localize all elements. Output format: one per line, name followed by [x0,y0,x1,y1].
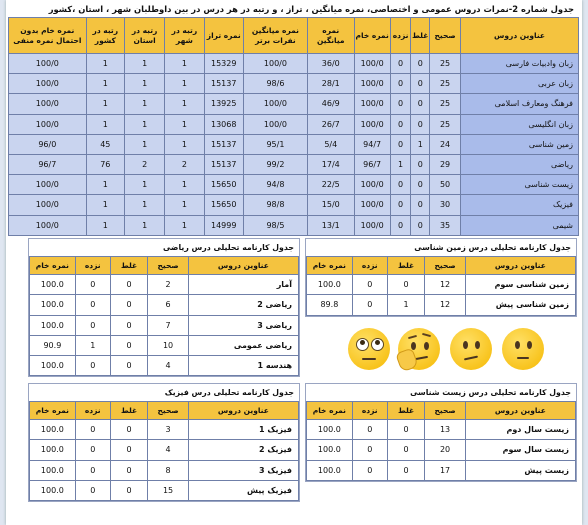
table-cell: 1 [411,134,430,154]
table-cell: 100/0 [354,74,390,94]
table-cell: 13925 [204,94,243,114]
table-cell: 1 [86,94,124,114]
subject-name-cell: فیزیک 3 [188,460,298,480]
header-cell: نمره میانگین [308,18,355,54]
table-cell: 76 [86,154,124,174]
table-cell: 15/0 [308,195,355,215]
header-cell: نمره تراز [204,18,243,54]
table-cell: 0 [411,74,430,94]
table-cell: 0 [390,134,411,154]
table-cell: 12 [425,275,465,295]
subject-name-cell: زمین شناسی [461,134,579,154]
biology-analysis-table [306,401,576,481]
panel-title: جدول کارنامه تحلیلی درس ریاضی [29,239,299,256]
table-row [30,420,299,440]
table-cell: 15650 [204,175,243,195]
table-cell: 1 [124,175,164,195]
table-cell: 0 [75,275,110,295]
header-cell: غلط [110,402,148,420]
table-cell: 0 [411,114,430,134]
table-cell: 0 [352,420,387,440]
subject-name-cell: زیست سال سوم [465,440,575,460]
table-cell: 35 [430,215,461,235]
table-cell: 100.0 [30,356,76,376]
header-cell: نمره میانگین نفرات برتر [243,18,307,54]
table-cell: 96/7 [9,154,87,174]
table-row [30,315,299,335]
table-cell: 1 [124,134,164,154]
table-cell: 4 [148,356,188,376]
table-cell: 99/2 [243,154,307,174]
table-cell: 29 [430,154,461,174]
table-cell: 1 [390,154,411,174]
subject-name-cell: ریاضی عمومی [188,335,298,355]
table-row [30,460,299,480]
table-cell: 100.0 [30,275,76,295]
table-cell: 1 [387,295,425,315]
table-cell: 100/0 [243,94,307,114]
table-cell: 15137 [204,74,243,94]
table-cell: 0 [110,480,148,500]
subject-name-cell: زمین شناسی پیش [465,295,575,315]
table-cell: 1 [86,175,124,195]
table-cell: 0 [390,175,411,195]
table-cell: 12 [425,295,465,315]
table-cell: 30 [430,195,461,215]
header-cell: نزده [75,402,110,420]
table-cell: 7 [148,315,188,335]
table-cell: 100.0 [307,420,353,440]
table-cell: 0 [352,440,387,460]
table-cell: 0 [75,480,110,500]
biology-analysis-panel [305,383,577,482]
table-cell: 1 [124,74,164,94]
table-cell: 0 [75,440,110,460]
table-cell: 94/8 [243,175,307,195]
table-cell: 0 [411,195,430,215]
table-cell: 98/6 [243,74,307,94]
header-cell: نمره خام [30,402,76,420]
subject-name-cell: هندسه 1 [188,356,298,376]
table-cell: 15137 [204,134,243,154]
table-cell: 26/7 [308,114,355,134]
table-cell: 0 [387,440,425,460]
header-cell: صحیح [425,402,465,420]
table-row [307,275,576,295]
subject-name-cell: زمین شناسی سوم [465,275,575,295]
table-cell: 45 [86,134,124,154]
table-cell: 1 [124,114,164,134]
main-table-title: جدول شماره 2-نمرات دروس عمومی و اختصاصی، نمره میانگین ، تراز ، و رتبه در هر درس در بین داوطلبان شهر ، استان ،کشور [48,4,574,14]
table-cell: 100/0 [354,94,390,114]
table-cell: 95/1 [243,134,307,154]
table-cell: 1 [165,195,204,215]
table-cell: 100.0 [307,275,353,295]
table-cell: 13 [425,420,465,440]
table-cell: 6 [148,295,188,315]
subject-name-cell: زیست شناسی [461,175,579,195]
table-row [30,295,299,315]
table-row [9,175,579,195]
table-cell: 24 [430,134,461,154]
table-row [9,74,579,94]
subject-name-cell: ریاضی 2 [188,295,298,315]
table-cell: 100/0 [9,114,87,134]
table-cell: 100/0 [243,54,307,74]
header-cell: عناوین دروس [461,18,579,54]
table-cell: 100/0 [354,215,390,235]
table-cell: 28/1 [308,74,355,94]
table-cell: 1 [75,335,110,355]
header-cell: رتبه در استان [124,18,164,54]
table-cell: 15 [148,480,188,500]
table-cell: 100/0 [354,195,390,215]
table-cell: 100.0 [30,315,76,335]
table-row [9,154,579,174]
table-row [9,195,579,215]
table-cell: 1 [86,114,124,134]
table-row [307,460,576,480]
table-cell: 17 [425,460,465,480]
table-cell: 96/7 [354,154,390,174]
table-row [30,480,299,500]
table-cell: 98/5 [243,215,307,235]
table-cell: 0 [75,315,110,335]
table-cell: 1 [86,54,124,74]
table-cell: 100/0 [9,175,87,195]
subject-name-cell: ریاضی 3 [188,315,298,335]
table-cell: 0 [387,460,425,480]
header-cell: صحیح [148,402,188,420]
subject-name-cell: فرهنگ ومعارف اسلامی [461,94,579,114]
table-row [9,94,579,114]
table-cell: 25 [430,54,461,74]
table-cell: 22/5 [308,175,355,195]
table-cell: 0 [390,215,411,235]
table-cell: 0 [387,275,425,295]
table-cell: 0 [75,295,110,315]
table-row [307,440,576,460]
table-cell: 1 [124,94,164,114]
table-cell: 1 [165,74,204,94]
table-cell: 5/4 [308,134,355,154]
table-cell: 0 [75,460,110,480]
table-cell: 0 [110,335,148,355]
table-row [30,335,299,355]
table-cell: 2 [165,154,204,174]
subject-name-cell: ریاضی [461,154,579,174]
header-cell: نمره خام [354,18,390,54]
geology-analysis-panel [305,238,577,317]
table-cell: 1 [124,215,164,235]
table-cell: 100/0 [9,74,87,94]
subject-name-cell: آمار [188,275,298,295]
table-cell: 15137 [204,154,243,174]
header-cell: صحیح [430,18,461,54]
geology-analysis-table [306,256,576,316]
table-cell: 1 [124,54,164,74]
table-cell: 0 [110,275,148,295]
table-cell: 0 [352,460,387,480]
table-cell: 0 [110,315,148,335]
physics-analysis-table [29,401,299,501]
header-cell: عناوین دروس [465,257,575,275]
math-analysis-panel [28,238,300,377]
table-cell: 1 [86,195,124,215]
table-cell: 8 [148,460,188,480]
table-row [307,420,576,440]
table-cell: 10 [148,335,188,355]
table-row [30,275,299,295]
table-cell: 100/0 [354,175,390,195]
header-cell: عناوین دروس [188,402,298,420]
table-cell: 1 [165,175,204,195]
table-cell: 100/0 [243,114,307,134]
table-cell: 0 [390,94,411,114]
header-cell: عناوین دروس [188,257,298,275]
table-cell: 3 [148,420,188,440]
header-cell: غلط [411,18,430,54]
table-cell: 0 [390,114,411,134]
table-cell: 0 [352,295,387,315]
subject-name-cell: فیزیک 1 [188,420,298,440]
table-cell: 1 [165,94,204,114]
table-row [9,215,579,235]
subject-name-cell: زبان انگلیسی [461,114,579,134]
main-scores-table [8,17,579,236]
table-cell: 0 [75,356,110,376]
table-cell: 0 [390,74,411,94]
subject-name-cell: شیمی [461,215,579,235]
table-cell: 1 [165,215,204,235]
table-cell: 96/0 [9,134,87,154]
confused-emoji-icon [450,328,492,370]
header-cell: نزده [352,257,387,275]
table-cell: 98/8 [243,195,307,215]
table-cell: 1 [86,215,124,235]
header-cell: نزده [390,18,411,54]
table-row [9,54,579,74]
table-cell: 13068 [204,114,243,134]
table-row [9,114,579,134]
table-cell: 4 [148,440,188,460]
subject-name-cell: فیزیک 2 [188,440,298,460]
table-cell: 1 [86,74,124,94]
emoji-row [346,328,546,378]
table-cell: 0 [411,215,430,235]
table-cell: 0 [411,154,430,174]
table-cell: 100.0 [30,460,76,480]
report-card-page [6,0,582,525]
table-cell: 0 [411,94,430,114]
table-cell: 1 [124,195,164,215]
table-cell: 100.0 [307,440,353,460]
table-cell: 90.9 [30,335,76,355]
header-cell: رتبه در کشور [86,18,124,54]
table-cell: 0 [390,54,411,74]
main-table-header-row [9,18,579,54]
table-row [30,440,299,460]
header-cell: نزده [75,257,110,275]
table-cell: 13/1 [308,215,355,235]
table-cell: 100.0 [30,295,76,315]
header-cell: عناوین دروس [465,402,575,420]
table-cell: 2 [148,275,188,295]
table-row [30,356,299,376]
panel-title: جدول کارنامه تحلیلی درس فیزیک [29,384,299,401]
table-cell: 0 [110,460,148,480]
header-cell: صحیح [148,257,188,275]
table-cell: 15650 [204,195,243,215]
neutral-emoji-icon [502,328,544,370]
subject-name-cell: فیزیک [461,195,579,215]
header-cell: صحیح [425,257,465,275]
table-cell: 0 [387,420,425,440]
table-cell: 17/4 [308,154,355,174]
table-cell: 1 [165,114,204,134]
table-cell: 100/0 [354,114,390,134]
header-cell: نزده [352,402,387,420]
subject-name-cell: زیست پیش [465,460,575,480]
table-cell: 15329 [204,54,243,74]
table-cell: 46/9 [308,94,355,114]
table-cell: 100/0 [354,54,390,74]
physics-analysis-panel [28,383,300,502]
math-analysis-table [29,256,299,376]
table-cell: 100.0 [30,480,76,500]
header-cell: نمره خام [307,257,353,275]
table-cell: 0 [75,420,110,440]
table-cell: 100.0 [30,440,76,460]
table-cell: 100.0 [307,460,353,480]
table-cell: 50 [430,175,461,195]
table-cell: 89.8 [307,295,353,315]
table-cell: 20 [425,440,465,460]
subject-name-cell: زبان عربی [461,74,579,94]
table-cell: 2 [124,154,164,174]
table-cell: 25 [430,94,461,114]
table-cell: 0 [110,420,148,440]
header-cell: نمره خام بدون احتمال نمره منفی [9,18,87,54]
table-cell: 94/7 [354,134,390,154]
table-cell: 0 [110,356,148,376]
table-cell: 0 [110,440,148,460]
table-row [9,134,579,154]
table-cell: 25 [430,74,461,94]
table-cell: 25 [430,114,461,134]
table-cell: 0 [411,175,430,195]
header-cell: نمره خام [307,402,353,420]
header-cell: غلط [387,402,425,420]
panel-title: جدول کارنامه تحلیلی درس زیست شناسی [306,384,576,401]
header-cell: رتبه در شهر [165,18,204,54]
table-cell: 100/0 [9,94,87,114]
table-cell: 0 [411,54,430,74]
subject-name-cell: فیزیک پیش [188,480,298,500]
table-cell: 1 [165,54,204,74]
header-cell: غلط [387,257,425,275]
thinking-emoji-icon [398,328,440,370]
subject-name-cell: زیست سال دوم [465,420,575,440]
subject-name-cell: زبان وادبیات فارسی [461,54,579,74]
table-cell: 36/0 [308,54,355,74]
table-cell: 100/0 [9,195,87,215]
table-cell: 0 [352,275,387,295]
table-cell: 0 [110,295,148,315]
table-cell: 0 [390,195,411,215]
header-cell: غلط [110,257,148,275]
table-cell: 1 [165,134,204,154]
eye-roll-emoji-icon [348,328,390,370]
table-cell: 14999 [204,215,243,235]
table-cell: 100/0 [9,215,87,235]
table-row [307,295,576,315]
table-cell: 100/0 [9,54,87,74]
table-cell: 100.0 [30,420,76,440]
header-cell: نمره خام [30,257,76,275]
panel-title: جدول کارنامه تحلیلی درس زمین شناسی [306,239,576,256]
